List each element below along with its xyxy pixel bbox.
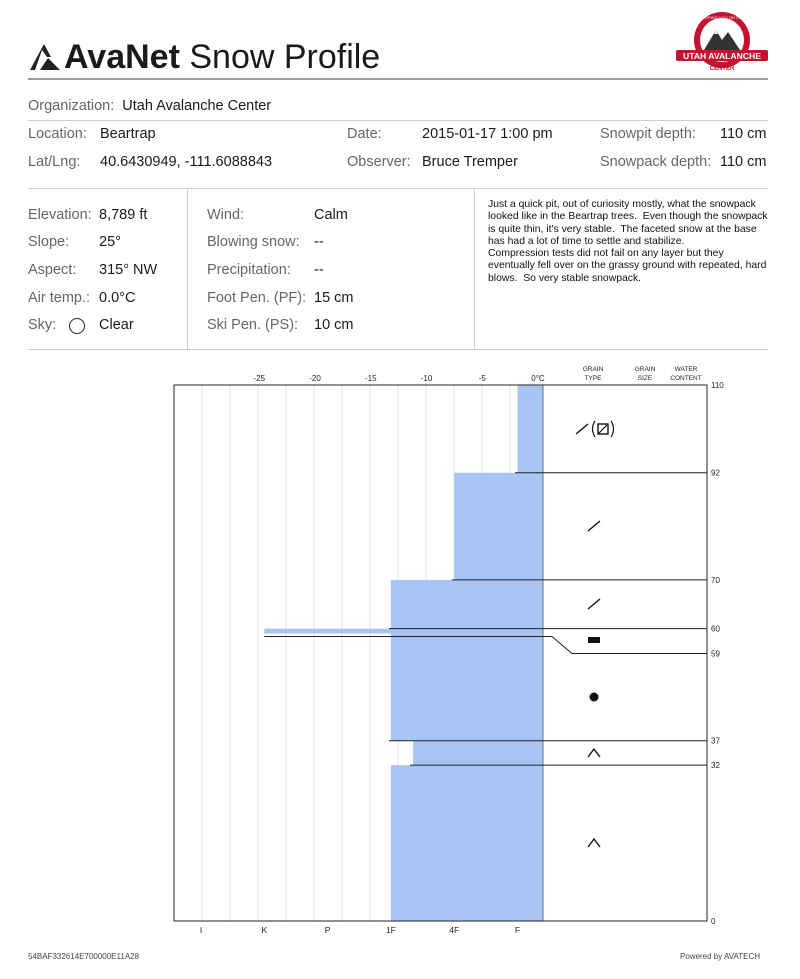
hardness-tick-label: P (324, 925, 331, 935)
rg-grain-icon (590, 693, 599, 702)
elevation-label: Elevation: (28, 207, 92, 223)
uac-logo-arc: KEEPING YOU ON TOP (700, 15, 744, 20)
snowpit-depth-label: Snowpit depth: (600, 126, 696, 142)
date-label: Date: (347, 126, 382, 142)
page-title (64, 38, 380, 77)
header-divider (28, 78, 768, 80)
temp-tick-label: -25 (253, 374, 266, 383)
aspect-label: Aspect: (28, 262, 77, 278)
foot-pen-label: Foot Pen. (PF): (207, 290, 307, 306)
height-label: 110 (711, 381, 724, 390)
hardness-tick-label: 1F (385, 925, 396, 935)
hardness-bar (413, 741, 543, 765)
height-label: 60 (711, 624, 720, 634)
powered-by: Powered by AVATECH (680, 952, 761, 961)
snow-profile-chart (0, 355, 800, 945)
snowpit-depth-value: 110 cm (720, 126, 767, 142)
organization-label: Organization: (28, 98, 115, 114)
observer-label: Observer: (347, 154, 411, 170)
temp-tick-label: -15 (364, 374, 377, 383)
hardness-tick-label: K (261, 925, 268, 935)
height-label: 59 (711, 649, 720, 659)
divider (28, 349, 768, 350)
temp-tick-label: -5 (478, 374, 486, 383)
df-grain-icon (588, 521, 600, 531)
hardness-bar (518, 385, 544, 473)
column-header: SIZE (637, 375, 653, 382)
observer-value: Bruce Tremper (422, 154, 518, 170)
fc-grain-icon (599, 425, 607, 433)
aspect-value: 315° NW (99, 262, 158, 278)
brand-name: AvaNet (64, 38, 180, 76)
height-label: 92 (711, 468, 720, 478)
wind-value: Calm (314, 207, 348, 223)
organization-value: Utah Avalanche Center (122, 98, 272, 114)
df-grain-icon (576, 424, 588, 434)
sky-value: Clear (99, 317, 134, 333)
precipitation-label: Precipitation: (207, 262, 291, 278)
slope-value: 25° (99, 234, 121, 250)
height-label: 70 (711, 575, 720, 585)
snowpack-depth-label: Snowpack depth: (600, 154, 712, 170)
column-header: GRAIN (582, 366, 604, 373)
location-label: Location: (28, 126, 87, 142)
avanet-logo-icon (30, 44, 60, 70)
blowing-snow-label: Blowing snow: (207, 234, 300, 250)
height-label: 32 (711, 761, 720, 771)
temp-tick-label: -20 (309, 374, 321, 383)
column-header: TYPE (584, 375, 602, 382)
hardness-bars (264, 385, 543, 921)
sky-label: Sky: (28, 317, 57, 333)
latlng-value: 40.6430949, -111.6088843 (100, 154, 273, 170)
date-value: 2015-01-17 1:00 pm (422, 126, 553, 142)
column-divider (187, 189, 188, 349)
grain-symbols (576, 421, 614, 847)
height-label: 0 (711, 917, 716, 926)
snowpack-depth-value: 110 cm (720, 154, 767, 170)
divider (28, 188, 768, 189)
airtemp-value: 0.0°C (99, 290, 136, 306)
notes-text: Just a quick pit, out of curiosity mostly, what the snowpack looked like in the Beartrap trees. Even though the snowpack is quite thin, it's very stable. The faceted snow at the base has had a lot of time to settle and stabilize. Compression tests did not fail on any layer but they eventually fell over on the grassy ground with repeated, hard blows. So very stable snowpack. (488, 199, 768, 284)
ski-pen-value: 10 cm (314, 317, 354, 333)
uac-logo-name: UTAH AVALANCHE (683, 51, 761, 61)
hardness-tick-label: I (199, 925, 203, 935)
df-grain-icon (588, 599, 600, 609)
height-label: 37 (711, 736, 720, 746)
column-header: WATER (674, 366, 698, 373)
elevation-value: 8,789 ft (99, 207, 148, 223)
precipitation-value: -- (314, 262, 324, 278)
dh-grain-icon (588, 749, 600, 757)
hardness-bar (264, 629, 543, 634)
hardness-bar (391, 765, 543, 921)
latlng-label: Lat/Lng: (28, 154, 81, 170)
slope-label: Slope: (28, 234, 70, 250)
hardness-tick-label: F (514, 925, 521, 935)
brand-subtitle: Snow Profile (179, 38, 381, 76)
paren-icon (611, 421, 614, 437)
location-value: Beartrap (100, 126, 156, 142)
column-header: GRAIN (634, 366, 656, 373)
divider (28, 120, 768, 121)
sky-clear-icon (69, 318, 85, 334)
dh-grain-icon (588, 839, 600, 847)
ski-pen-label: Ski Pen. (PS): (207, 317, 299, 333)
organization-row (28, 98, 271, 114)
foot-pen-value: 15 cm (314, 290, 354, 306)
hardness-bar (454, 473, 543, 580)
hardness-bar (391, 580, 543, 629)
uac-logo (674, 10, 770, 74)
blowing-snow-value: -- (314, 234, 324, 250)
hardness-tick-label: 4F (449, 925, 460, 935)
temp-tick-label: 0°C (531, 374, 545, 383)
column-divider (474, 189, 475, 349)
temp-tick-label: -10 (420, 374, 433, 383)
column-header: CONTENT (670, 375, 702, 382)
paren-icon (593, 421, 596, 437)
uac-logo-sub: CENTER (709, 66, 735, 72)
mfcr-grain-icon (588, 637, 600, 643)
wind-label: Wind: (207, 207, 245, 223)
hardness-bar (391, 634, 543, 741)
airtemp-label: Air temp.: (28, 290, 91, 306)
profile-id: 54BAF332614E700000E11A28 (28, 952, 140, 961)
